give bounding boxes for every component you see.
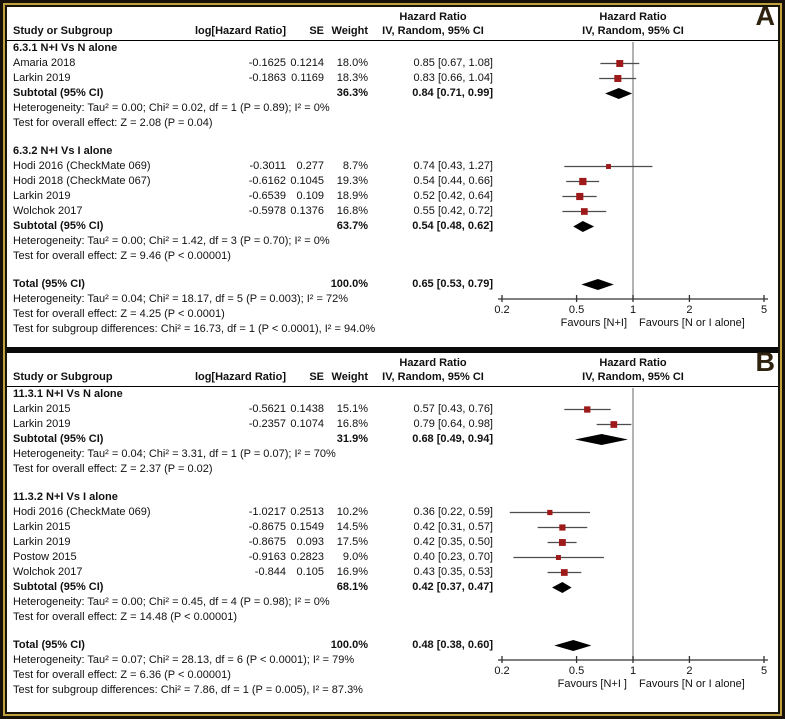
column-header-se: SE	[309, 25, 324, 37]
study-name: Wolchok 2017	[13, 205, 83, 217]
subgroup-title-row	[7, 387, 778, 402]
subgroup-title: 11.3.1 N+I Vs N alone	[13, 388, 123, 400]
column-header-row	[7, 24, 778, 41]
heterogeneity-note-row	[7, 447, 778, 462]
study-se-value: 0.1214	[290, 57, 324, 69]
column-header-study: Study or Subgroup	[13, 371, 113, 383]
subgroup-title-row	[7, 41, 778, 56]
subtotal-row	[7, 580, 778, 595]
header-hazard-ratio-titles	[7, 10, 778, 24]
heterogeneity-note-row	[7, 234, 778, 249]
total-label: Total (95% CI)	[13, 639, 85, 651]
study-name: Larkin 2015	[13, 403, 71, 415]
subtotal-label: Subtotal (95% CI)	[13, 581, 104, 593]
total-row	[7, 277, 778, 292]
subtotal-ci-text: 0.68 [0.49, 0.94]	[412, 433, 493, 445]
study-weight-value: 14.5%	[336, 521, 368, 533]
total-overall-effect-row	[7, 668, 778, 683]
study-ci-text: 0.83 [0.66, 1.04]	[413, 72, 493, 84]
study-ci-text: 0.42 [0.31, 0.57]	[413, 521, 493, 533]
overall-effect-note: Test for overall effect: Z = 2.08 (P = 0.04)	[13, 117, 213, 129]
study-row	[7, 417, 778, 432]
subtotal-label: Subtotal (95% CI)	[13, 87, 104, 99]
header-hazard-ratio-titles	[7, 356, 778, 370]
study-row	[7, 159, 778, 174]
study-weight-value: 18.3%	[336, 72, 368, 84]
study-row	[7, 550, 778, 565]
study-loghr-value: -0.5621	[248, 403, 286, 415]
subgroup-differences-row	[7, 683, 778, 698]
study-loghr-value: -0.844	[254, 566, 286, 578]
study-se-value: 0.1169	[291, 72, 324, 84]
total-ci-text: 0.65 [0.53, 0.79]	[412, 278, 493, 290]
study-weight-value: 16.8%	[336, 418, 368, 430]
panel-a-table	[7, 10, 778, 337]
subtotal-weight: 31.9%	[336, 433, 368, 445]
column-header-loghr: log[Hazard Ratio]	[194, 25, 286, 37]
study-name: Hodi 2016 (CheckMate 069)	[13, 506, 151, 518]
hazard-ratio-title-text-column: Hazard Ratio	[399, 357, 467, 369]
study-se-value: 0.1376	[290, 205, 324, 217]
x-axis-tick-label: 0.2	[494, 665, 510, 677]
study-se-value: 0.2823	[290, 551, 324, 563]
panel-a-forest-plot	[7, 7, 778, 347]
panel-b-table	[7, 356, 778, 698]
study-loghr-value: -0.1625	[248, 57, 286, 69]
study-loghr-value: -1.0217	[248, 506, 286, 518]
study-se-value: 0.093	[296, 536, 324, 548]
overall-effect-note-row	[7, 116, 778, 131]
total-row	[7, 638, 778, 653]
column-header-weight: Weight	[331, 25, 368, 37]
x-axis-tick-label: 0.5	[568, 665, 585, 677]
heterogeneity-note: Heterogeneity: Tau² = 0.00; Chi² = 0.02, df = 1 (P = 0.89); I² = 0%	[13, 102, 330, 114]
study-row	[7, 56, 778, 71]
study-loghr-value: -0.6162	[248, 175, 286, 187]
study-se-value: 0.2513	[290, 506, 324, 518]
study-name: Larkin 2019	[13, 536, 71, 548]
x-axis-tick-label: 2	[686, 304, 693, 316]
heterogeneity-note: Heterogeneity: Tau² = 0.00; Chi² = 0.45, df = 4 (P = 0.98); I² = 0%	[13, 596, 330, 608]
column-header-weight: Weight	[331, 371, 368, 383]
study-loghr-value: -0.8675	[248, 536, 286, 548]
total-heterogeneity-note: Heterogeneity: Tau² = 0.04; Chi² = 18.17, df = 5 (P = 0.003); I² = 72%	[13, 293, 348, 305]
study-ci-text: 0.54 [0.44, 0.66]	[413, 175, 493, 187]
study-name: Postow 2015	[13, 551, 77, 563]
study-se-value: 0.109	[296, 190, 324, 202]
subtotal-weight: 63.7%	[336, 220, 368, 232]
study-name: Larkin 2019	[13, 190, 71, 202]
column-header-plot-ci: IV, Random, 95% CI	[582, 371, 684, 383]
study-row	[7, 204, 778, 219]
favours-right-label: Favours [N or I alone]	[639, 678, 745, 690]
study-row	[7, 71, 778, 86]
overall-effect-note-row	[7, 462, 778, 477]
study-row	[7, 505, 778, 520]
subtotal-row	[7, 432, 778, 447]
column-header-se: SE	[309, 371, 324, 383]
study-name: Larkin 2019	[13, 418, 71, 430]
study-weight-value: 9.0%	[342, 551, 368, 563]
study-weight-value: 8.7%	[342, 160, 368, 172]
study-ci-text: 0.79 [0.64, 0.98]	[413, 418, 493, 430]
total-overall-effect-note: Test for overall effect: Z = 6.36 (P < 0.00001)	[13, 669, 231, 681]
favours-right-label: Favours [N or I alone]	[639, 317, 745, 329]
heterogeneity-note: Heterogeneity: Tau² = 0.04; Chi² = 3.31, df = 1 (P = 0.07); I² = 70%	[13, 448, 336, 460]
subgroup-title-row	[7, 144, 778, 159]
study-ci-text: 0.55 [0.42, 0.72]	[413, 205, 493, 217]
overall-effect-note: Test for overall effect: Z = 14.48 (P < 0.00001)	[13, 611, 238, 623]
hazard-ratio-title-plot-column: Hazard Ratio	[599, 357, 667, 369]
study-row	[7, 535, 778, 550]
study-ci-text: 0.36 [0.22, 0.59]	[413, 506, 493, 518]
study-row	[7, 189, 778, 204]
subgroup-differences-note: Test for subgroup differences: Chi² = 16.73, df = 1 (P < 0.0001), I² = 94.0%	[13, 323, 376, 335]
subtotal-row	[7, 219, 778, 234]
column-header-study: Study or Subgroup	[13, 25, 113, 37]
column-header-loghr: log[Hazard Ratio]	[194, 371, 286, 383]
subtotal-weight: 68.1%	[336, 581, 368, 593]
study-loghr-value: -0.9163	[248, 551, 286, 563]
study-loghr-value: -0.1863	[248, 72, 286, 84]
heterogeneity-note-row	[7, 595, 778, 610]
total-weight: 100.0%	[330, 639, 368, 651]
subtotal-weight: 36.3%	[336, 87, 368, 99]
study-weight-value: 16.8%	[336, 205, 368, 217]
study-ci-text: 0.43 [0.35, 0.53]	[413, 566, 493, 578]
x-axis-tick-label: 5	[760, 304, 768, 316]
overall-effect-note: Test for overall effect: Z = 2.37 (P = 0.02)	[13, 463, 213, 475]
total-ci-text: 0.48 [0.38, 0.60]	[412, 639, 493, 651]
study-ci-text: 0.40 [0.23, 0.70]	[413, 551, 493, 563]
study-row	[7, 520, 778, 535]
study-loghr-value: -0.8675	[248, 521, 286, 533]
study-ci-text: 0.57 [0.43, 0.76]	[413, 403, 493, 415]
study-weight-value: 10.2%	[336, 506, 368, 518]
column-header-row	[7, 370, 778, 387]
panel-b-label: B	[755, 347, 775, 377]
subtotal-ci-text: 0.42 [0.37, 0.47]	[412, 581, 493, 593]
subtotal-label: Subtotal (95% CI)	[13, 433, 104, 445]
study-ci-text: 0.42 [0.35, 0.50]	[413, 536, 493, 548]
study-se-value: 0.1438	[290, 403, 324, 415]
overall-effect-note: Test for overall effect: Z = 9.46 (P < 0.00001)	[13, 250, 231, 262]
study-weight-value: 18.0%	[336, 57, 368, 69]
favours-left-label: Favours [N+I ]	[557, 678, 627, 690]
subgroup-differences-row	[7, 322, 778, 337]
total-heterogeneity-note: Heterogeneity: Tau² = 0.07; Chi² = 28.13, df = 6 (P < 0.0001); I² = 79%	[13, 654, 355, 666]
spacer-row	[7, 625, 778, 638]
spacer-row	[7, 131, 778, 144]
subgroup-title: 11.3.2 N+I Vs I alone	[13, 491, 118, 503]
subgroup-title: 6.3.2 N+I Vs I alone	[13, 145, 113, 157]
study-name: Amaria 2018	[13, 57, 76, 69]
study-loghr-value: -0.6539	[248, 190, 286, 202]
study-weight-value: 15.1%	[336, 403, 368, 415]
x-axis-tick-label: 1	[629, 304, 637, 316]
overall-effect-note-row	[7, 249, 778, 264]
study-loghr-value: -0.5978	[248, 205, 286, 217]
study-loghr-value: -0.3011	[249, 160, 286, 172]
subgroup-title-row	[7, 490, 778, 505]
study-se-value: 0.1045	[290, 175, 324, 187]
study-se-value: 0.105	[296, 566, 324, 578]
panel-b-forest-plot	[7, 347, 778, 712]
study-ci-text: 0.85 [0.67, 1.08]	[413, 57, 493, 69]
study-se-value: 0.1549	[290, 521, 324, 533]
study-name: Wolchok 2017	[13, 566, 83, 578]
study-weight-value: 18.9%	[336, 190, 368, 202]
x-axis-tick-label: 1	[629, 665, 637, 677]
study-weight-value: 17.5%	[336, 536, 368, 548]
study-se-value: 0.1074	[290, 418, 324, 430]
subgroup-differences-note: Test for subgroup differences: Chi² = 7.86, df = 1 (P = 0.005), I² = 87.3%	[13, 684, 363, 696]
study-name: Larkin 2015	[13, 521, 71, 533]
x-axis-tick-label: 0.5	[568, 304, 585, 316]
subtotal-label: Subtotal (95% CI)	[13, 220, 104, 232]
study-loghr-value: -0.2357	[248, 418, 286, 430]
heterogeneity-note: Heterogeneity: Tau² = 0.00; Chi² = 1.42, df = 3 (P = 0.70); I² = 0%	[13, 235, 330, 247]
x-axis-tick-label: 5	[760, 665, 768, 677]
study-row	[7, 174, 778, 189]
x-axis-tick-label: 0.2	[494, 304, 510, 316]
hazard-ratio-title-plot-column: Hazard Ratio	[599, 11, 667, 23]
study-ci-text: 0.74 [0.43, 1.27]	[413, 160, 493, 172]
subtotal-ci-text: 0.84 [0.71, 0.99]	[412, 87, 493, 99]
study-row	[7, 565, 778, 580]
column-header-plot-ci: IV, Random, 95% CI	[582, 25, 684, 37]
spacer-row	[7, 264, 778, 277]
total-weight: 100.0%	[330, 278, 368, 290]
subtotal-ci-text: 0.54 [0.48, 0.62]	[412, 220, 493, 232]
study-name: Hodi 2016 (CheckMate 069)	[13, 160, 151, 172]
total-overall-effect-note: Test for overall effect: Z = 4.25 (P < 0.0001)	[13, 308, 225, 320]
total-overall-effect-row	[7, 307, 778, 322]
overall-effect-note-row	[7, 610, 778, 625]
study-row	[7, 402, 778, 417]
study-name: Larkin 2019	[13, 72, 71, 84]
spacer-row	[7, 477, 778, 490]
study-se-value: 0.277	[296, 160, 324, 172]
total-heterogeneity-row	[7, 292, 778, 307]
x-axis-tick-label: 2	[686, 665, 693, 677]
figure-frame-gold-border	[3, 3, 782, 716]
hazard-ratio-title-text-column: Hazard Ratio	[399, 11, 467, 23]
subtotal-row	[7, 86, 778, 101]
study-weight-value: 19.3%	[336, 175, 368, 187]
column-header-ci: IV, Random, 95% CI	[382, 371, 484, 383]
subgroup-title: 6.3.1 N+I Vs N alone	[13, 42, 118, 54]
study-ci-text: 0.52 [0.42, 0.64]	[413, 190, 493, 202]
total-heterogeneity-row	[7, 653, 778, 668]
column-header-ci: IV, Random, 95% CI	[382, 25, 484, 37]
study-name: Hodi 2018 (CheckMate 067)	[13, 175, 151, 187]
forest-plot-figure	[5, 5, 780, 714]
panel-a-label: A	[755, 5, 775, 31]
favours-left-label: Favours [N+I]	[560, 317, 627, 329]
study-weight-value: 16.9%	[336, 566, 368, 578]
heterogeneity-note-row	[7, 101, 778, 116]
total-label: Total (95% CI)	[13, 278, 85, 290]
